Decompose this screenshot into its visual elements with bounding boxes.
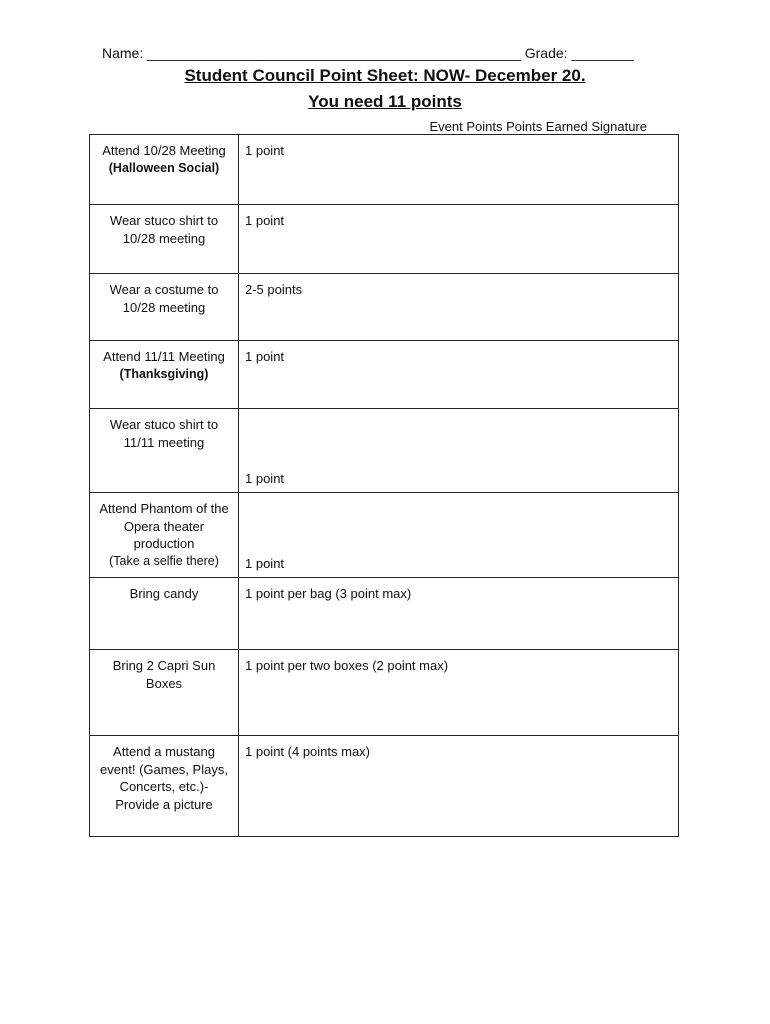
event-label: Bring candy — [129, 586, 199, 601]
points-cell[interactable] — [239, 493, 679, 578]
table-row — [90, 650, 679, 736]
event-label: Attend 11/11 Meeting — [103, 349, 225, 364]
event-label: Attend 10/28 Meeting — [102, 143, 226, 158]
points-value: 1 point per two boxes (2 point max) — [245, 658, 449, 673]
table-row — [90, 205, 679, 274]
event-cell — [90, 409, 239, 493]
event-label: Bring 2 Capri Sun Boxes — [112, 658, 216, 691]
event-cell — [90, 650, 239, 736]
point-sheet-table — [89, 134, 679, 837]
points-cell[interactable] — [239, 135, 679, 205]
event-cell — [90, 274, 239, 341]
event-cell — [90, 578, 239, 650]
table-row — [90, 578, 679, 650]
points-value: 1 point per bag (3 point max) — [245, 586, 412, 601]
points-cell[interactable] — [239, 736, 679, 837]
points-cell[interactable] — [239, 205, 679, 274]
event-cell — [90, 205, 239, 274]
points-cell[interactable] — [239, 650, 679, 736]
table-row — [90, 274, 679, 341]
event-label: Wear stuco shirt to 11/11 meeting — [109, 417, 219, 450]
event-cell — [90, 493, 239, 578]
table-row — [90, 341, 679, 409]
table-row — [90, 135, 679, 205]
points-value: 1 point — [245, 555, 285, 571]
event-note: (Take a selfie there) — [109, 553, 219, 568]
points-cell[interactable] — [239, 409, 679, 493]
points-value: 1 point (4 points max) — [245, 744, 371, 759]
points-value: 2-5 points — [245, 282, 303, 297]
event-label: Wear stuco shirt to 10/28 meeting — [109, 213, 219, 246]
event-label: Wear a costume to 10/28 meeting — [109, 282, 219, 315]
table-row — [90, 736, 679, 837]
event-cell — [90, 341, 239, 409]
points-needed-subtitle: You need 11 points — [308, 92, 462, 111]
event-note: (Halloween Social) — [108, 160, 220, 175]
table-row — [90, 409, 679, 493]
column-headers: Event Points Points Earned Signature — [429, 119, 647, 134]
event-label: Attend a mustang event! (Games, Plays, Concerts, etc.)- Provide a picture — [100, 744, 228, 812]
points-value: 1 point — [245, 349, 285, 364]
points-value: 1 point — [245, 470, 285, 486]
points-value: 1 point — [245, 213, 285, 228]
points-value: 1 point — [245, 143, 285, 158]
points-cell[interactable] — [239, 578, 679, 650]
page-title: Student Council Point Sheet: NOW- December 20. — [184, 66, 586, 85]
event-cell — [90, 135, 239, 205]
table-row — [90, 493, 679, 578]
points-cell[interactable] — [239, 274, 679, 341]
event-label: Attend Phantom of the Opera theater production — [99, 501, 229, 551]
event-cell — [90, 736, 239, 837]
name-grade-line[interactable]: Name: ________________________________________________ Grade: ________ — [102, 45, 634, 61]
event-note: (Thanksgiving) — [119, 366, 209, 381]
points-cell[interactable] — [239, 341, 679, 409]
